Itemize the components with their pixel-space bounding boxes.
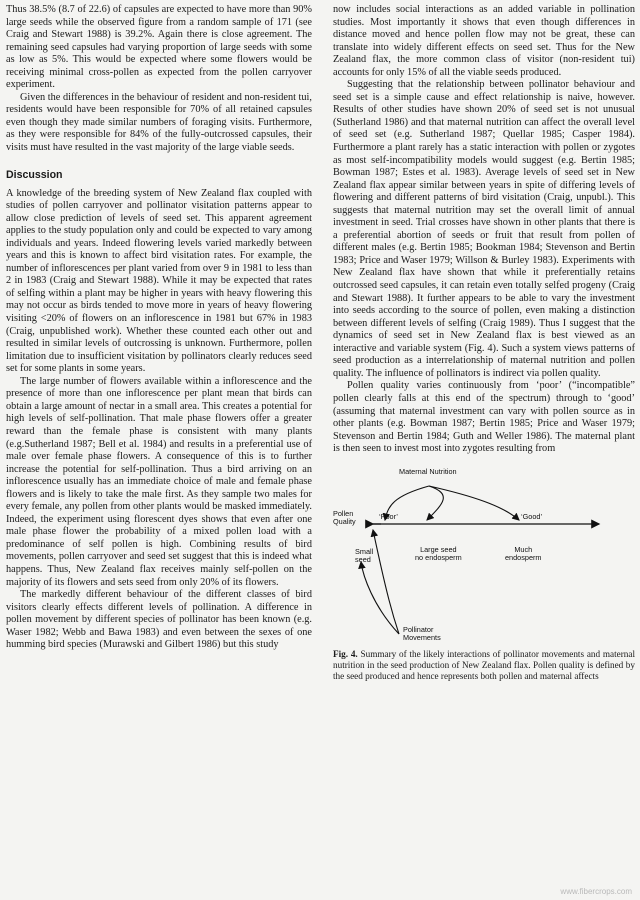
figure-caption-label: Fig. 4. (333, 648, 358, 659)
label-pollen-quality: Pollen Quality (333, 508, 356, 527)
maternal-nutrition-arrow (427, 486, 443, 520)
label-large-seed: Large seed no endosperm (415, 544, 462, 563)
pollinator-movements-arrow (361, 562, 399, 634)
paragraph-resident-tui: Given the differences in the behaviour of resident and non-resident tui, residents would have been responsible for 70% of all retained capsules even though they made similar numbers of foraging visits. Furthermore, as they were responsible for 84% of the fully-outcrossed capsules, their visits must have resulted in the vast majority of the large viable seeds. (6, 91, 312, 154)
label-pollinator-movements: Pollinator Movements (403, 624, 441, 643)
paragraph-bird-visitors: The markedly different behaviour of the different classes of bird visitors clearly effects different levels of pollination. A difference in pollen movement by different species of pollinator has been known (e.g. Waser 1982; Webb and Bawa 1983) and even between the sexes of one humming bird species (Murawski and Gilbert 1986) but this study (6, 589, 312, 651)
paragraph-results-end: Thus 38.5% (8.7 of 22.6) of capsules are expected to have more than 90% large seeds while the observed figure from a random sample of 171 (see Craig and Stewart 1988) is 39.2%. Again there is close agreement. The remaining seed capsules had varying proportion of large seeds with some as low as 5%. This would be expected where some flowers would be receiving minimal cross-pollen as expected from the pollen carryover experiment. (6, 4, 312, 91)
right-column (333, 4, 635, 684)
figure-4-diagram (333, 466, 635, 684)
paragraph-pollen-quality: Pollen quality varies continuously from ‘poor’ (“incompatible” pollen clearly falls at this end of the spectrum) through to ‘good’ (assuming that maternal investment can vary with pollen source as in other plants (e.g. Bowman 1987; Bertin 1985; Price and Waser 1979; Stevenson and Bertin 1984; Guth and Weller 1986). The maternal plant is then seen to invest most into zygotes resulting from (333, 380, 635, 455)
label-small-seed: Small seed (355, 546, 374, 565)
label-poor: ‘Poor’ (379, 511, 398, 521)
paragraph-breeding-system: A knowledge of the breeding system of New Zealand flax coupled with studies of pollen carryover and pollinator visitation patterns appear to allow close prediction of levels of seed set. This apparent agreement applies to the study population only and could be expected to vary among individuals and years. Indeed flowering levels varied markedly between years and this is known to affect bird visitation rates. For example, the number of inflorescences per plant varied from over 9 in 1981 to less than 2 in 1983 (Craig and Stewart 1988). While it may be expected that rates of selfing within a plant may be higher in years with heavy flowering this may not occur as birds tended to move more in years of heavy flowering visiting <20% of flowers on an inflorescence in 1981 but 67% in 1983 (Craig, unpublished work). Whether these counted each other out and resulted in similar levels of outcrossing is unknown. Furthermore, pollen limitation due to insufficient visitation by pollinators clearly reduces seed set for some plants in some years. (6, 187, 312, 375)
label-maternal-nutrition: Maternal Nutrition (399, 466, 457, 476)
watermark: www.fibercrops.com (560, 887, 632, 896)
paragraph-flowers-available: The large number of flowers available within a inflorescence and the presence of more than one inflorescence per plant mean that birds can obtain a large amount of nectar in a small area. This creates a potential for high levels of self-pollination. That male phase flowers offer a greater reward than the female phase is consistent with many plants (e.g.Sutherland 1987; Bell et al. 1984) and results in a preferential use of male over female phase flowers. A consequence of this is to further increase the potential for self-pollination. Thus a bird arriving on an inflorescence usually has an immediate choice of male and female phase flowers and is likely to take the male first. As they sample two males for every female, any pollen from other plants would be masked immediately. Indeed, the experiment using florescent dyes shows that even after one male phase flower the probability of a mixed pollen load with a predominance of self pollen is high. Combining results of bird movements, pollen carryover and seed set suggest that this is indeed what happens. Thus, New Zealand flax receives mainly self-pollen on the majority of its flowers and sets seed from only 20% of its flowers. (6, 375, 312, 588)
figure-caption-text: Summary of the likely interactions of pollinator movements and maternal nutrition in the seed production of New Zealand flax. Pollen quality is defined by the seed produced and hence represents both pollen and maternal affects (333, 648, 636, 681)
label-good: ‘Good’ (521, 511, 543, 521)
left-column (6, 4, 312, 652)
figure-caption (333, 649, 635, 682)
label-much-endosperm: Much endosperm (505, 544, 542, 563)
paragraph-cause-effect: Suggesting that the relationship between pollinator behaviour and seed set is a simple cause and effect relationship is naive, however. Results of other studies have shown 20% of seed set is not unusual (Sutherland 1986) and that maternal nutrition can affect the overall level of seed set (e.g. Sutherland 1987; Quellar 1985; Casper 1984). Furthermore a plant rarely has a static interaction with pollen or zygotes as most self-incompatibility models would suggest (e.g. Bertin 1985; Bowman 1987; Estes et al. 1983). Average levels of seed set in New Zealand flax appear similar between years in spite of differing levels of flowering and different patterns of bird visitation (Craig, unpubl.). This suggests that maternal nutrition may set the overall limit of annual investment in seed. Trial crosses have shown in other plants that there is a preferential abortion of seeds or fruit that result from pollen of different males (e.g. Bertin 1985; Bookman 1984; Stevenson and Bertin 1983; Price and Waser 1979; Willson & Burley 1983). Experiments with New Zealand flax have shown that while it preferentially retains outcrossed seed capsules, it can retain even totally selfed progeny (Craig and Stewart 1988). It further appears to be able to vary the investment into seeds according to the source of pollen, even making a distinction between different levels of selfing (Craig 1989). Thus I suggest that the dynamics of seed set in New Zealand flax is best viewed as an interactive and variable system (Fig. 4). Such a system views patterns of seed production as a interrelationship of maternal nutrition and pollen quality. The influence of pollinators is indirect via pollen quality. (333, 79, 635, 379)
paragraph-social-interactions: now includes social interactions as an added variable in pollination studies. Most importantly it shows that even though differences in distance moved and hence pollen flow may not be great, these can translate into widely different effects on seed set. Thus for the New Zealand flax, the more common class of visitor (non-resident tui) accounts for only 15% of all the viable seeds produced. (333, 4, 635, 78)
section-heading-discussion: Discussion (6, 168, 63, 181)
